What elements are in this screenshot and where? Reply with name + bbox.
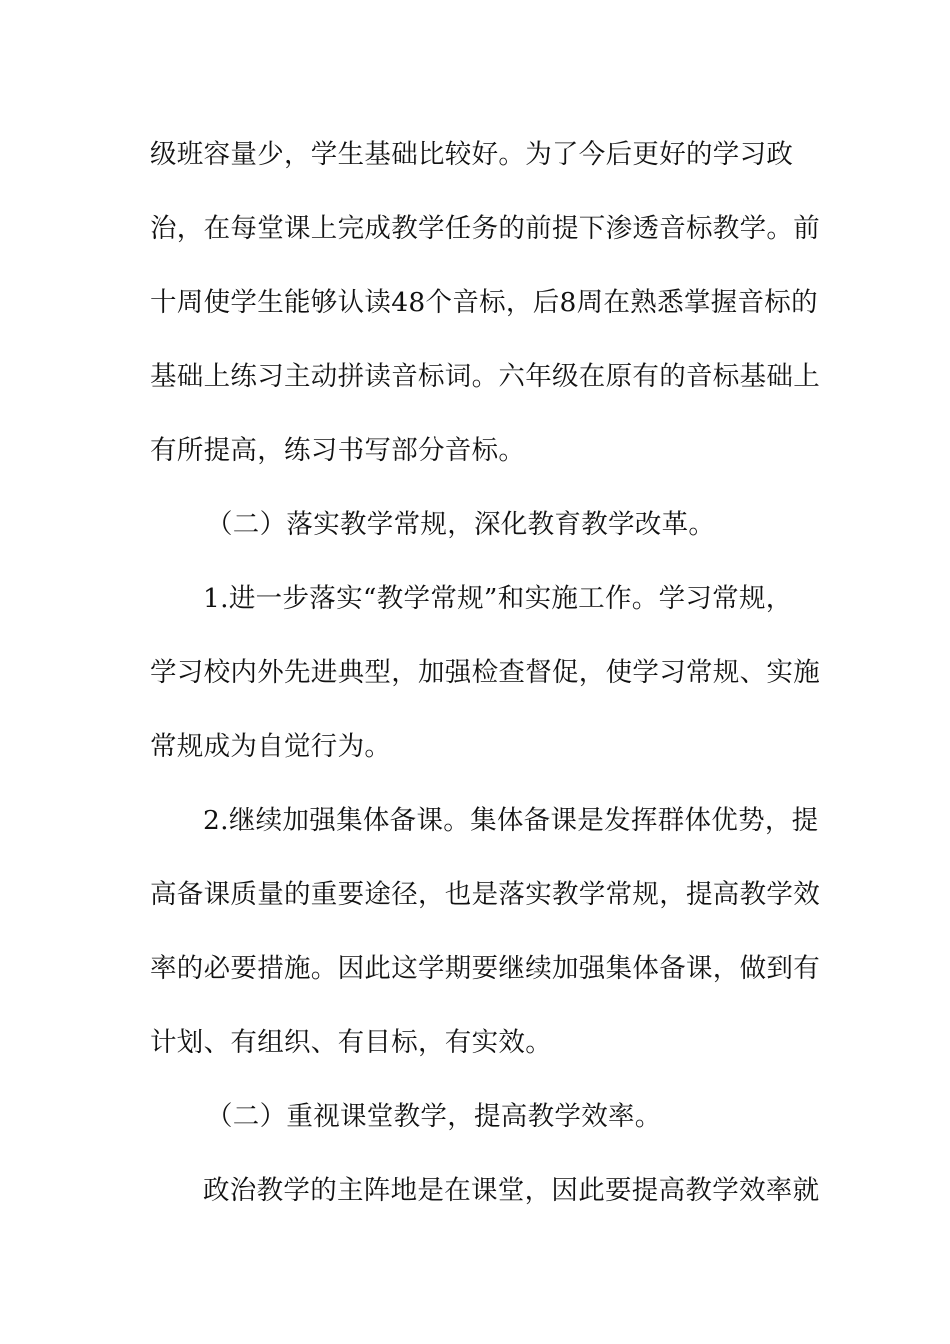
- section-heading: （二）重视课堂教学，提高教学效率。: [206, 1101, 662, 1132]
- paragraph-line: 治，在每堂课上完成教学任务的前提下渗透音标教学。前: [150, 213, 820, 244]
- paragraph-line: 学习校内外先进典型，加强检查督促，使学习常规、实施: [150, 657, 820, 688]
- paragraph-line: 高备课质量的重要途径，也是落实教学常规，提高教学效: [150, 879, 820, 910]
- section-heading: （二）落实教学常规，深化教育教学改革。: [206, 509, 716, 540]
- paragraph-line: 有所提高，练习书写部分音标。: [150, 435, 526, 466]
- paragraph-line: 级班容量少，学生基础比较好。为了今后更好的学习政: [150, 139, 794, 170]
- paragraph-line: 率的必要措施。因此这学期要继续加强集体备课，做到有: [150, 953, 820, 984]
- paragraph-line: 计划、有组织、有目标，有实效。: [150, 1027, 552, 1058]
- paragraph-line: 常规成为自觉行为。: [150, 731, 392, 762]
- paragraph-line: 基础上练习主动拼读音标词。六年级在原有的音标基础上: [150, 361, 820, 392]
- paragraph-line: 政治教学的主阵地是在课堂，因此要提高教学效率就: [203, 1175, 820, 1206]
- paragraph-line: 2.继续加强集体备课。集体备课是发挥群体优势，提: [203, 805, 819, 836]
- paragraph-line: 1.进一步落实“教学常规”和实施工作。学习常规，: [203, 583, 793, 614]
- paragraph-line: 十周使学生能够认读48个音标，后8周在熟悉掌握音标的: [150, 287, 818, 318]
